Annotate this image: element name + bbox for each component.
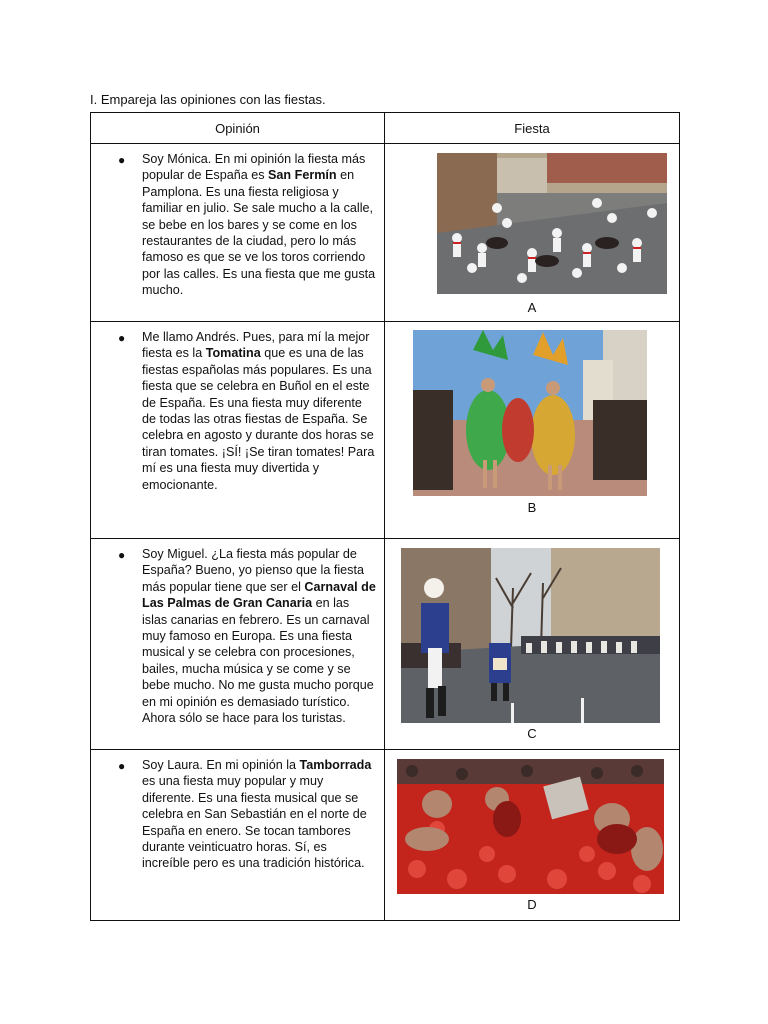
fiesta-cell (385, 144, 680, 322)
fiesta-name: San Fermín (268, 168, 337, 183)
fiesta-name: Carnaval de Las Palmas de Gran Canaria (142, 579, 376, 611)
table-row (91, 539, 680, 750)
opinion-text-part: Soy Laura. En mi opinión la (142, 758, 300, 772)
fiesta-name: Tamborrada (299, 758, 372, 772)
fiesta-cell (385, 539, 680, 750)
opinion-text-part: que es una de las fiestas españolas más populares. Es una fiesta que se celebra en Buñol en el este de España. Es una fiesta muy diferente de todas las otras fiestas de España. Se celebra en agosto y durante dos horas se tiran tomates. ¡SÍ! ¡Se tiran tomates! Para mí es una fiesta muy divertida y emocionante. (142, 346, 375, 492)
table-row (91, 322, 680, 539)
opinion-cell (91, 750, 385, 921)
opinion-text-part: Me llamo Andrés. Pues, para mí la mejor fiesta es la (142, 330, 370, 361)
fiesta-name: Tomatina (205, 346, 261, 361)
opinion-text-part: en Pamplona. Es una fiesta religiosa y familiar en julio. Se sale mucho a la calle, se bebe en los bares y se come en los restaurantes de la ciudad, pero lo más famoso es que se ve los toros corriendo por las calles. Es una fiesta que me gusta mucho. (142, 168, 376, 298)
bullet-icon: ● (118, 331, 126, 345)
opinion-text-part: Soy Miguel. ¿La fiesta más popular de España? Bueno, yo pienso que la fiesta más popular tiene que ser el (142, 547, 364, 594)
opinion-text (142, 757, 376, 872)
table-row (91, 144, 680, 322)
option-letter: C (527, 726, 537, 741)
drum-parade-photo (401, 548, 660, 723)
fiesta-cell (385, 322, 680, 539)
opinion-text-part: Soy Mónica. En mi opinión la fiesta más popular de España es (142, 152, 366, 183)
matching-table (90, 112, 680, 921)
table-header-row (91, 113, 680, 144)
bullet-icon: ● (118, 548, 126, 562)
table-row (91, 750, 680, 921)
opinion-cell (91, 539, 385, 750)
option-letter: D (527, 897, 537, 912)
instruction-heading: I. Empareja las opiniones con las fiestas. (90, 92, 326, 107)
option-letter: A (527, 300, 537, 315)
carnival-dancers-photo (413, 330, 647, 496)
header-opinion: Opinión (91, 113, 385, 144)
bullet-icon: ● (118, 759, 126, 773)
opinion-text (142, 151, 376, 299)
opinion-text-part: en las islas canarias en febrero. Es un carnaval muy famoso en Europa. Es una fiesta musical y se celebra con procesiones, bailes, mucha música y se come y se bebe mucho. No me gusta mucho porque en mi opinión es demasiado turístico. Ahora sólo se hace para los turistas. (142, 596, 374, 726)
tomato-fight-photo (397, 759, 664, 894)
running-of-the-bulls-photo (437, 153, 667, 294)
header-fiesta: Fiesta (385, 113, 680, 144)
opinion-cell (91, 144, 385, 322)
bullet-icon: ● (118, 153, 126, 167)
option-letter: B (527, 500, 537, 515)
fiesta-cell (385, 750, 680, 921)
opinion-text (142, 546, 376, 726)
opinion-text (142, 329, 376, 493)
opinion-cell (91, 322, 385, 539)
opinion-text-part: es una fiesta muy popular y muy diferente. Es una fiesta musical que se celebra en San Sebastián en el norte de España en enero. Se tocan tambores durante veinticuatro horas. Sí, es increíble pero es una tradición histórica. (142, 774, 367, 871)
